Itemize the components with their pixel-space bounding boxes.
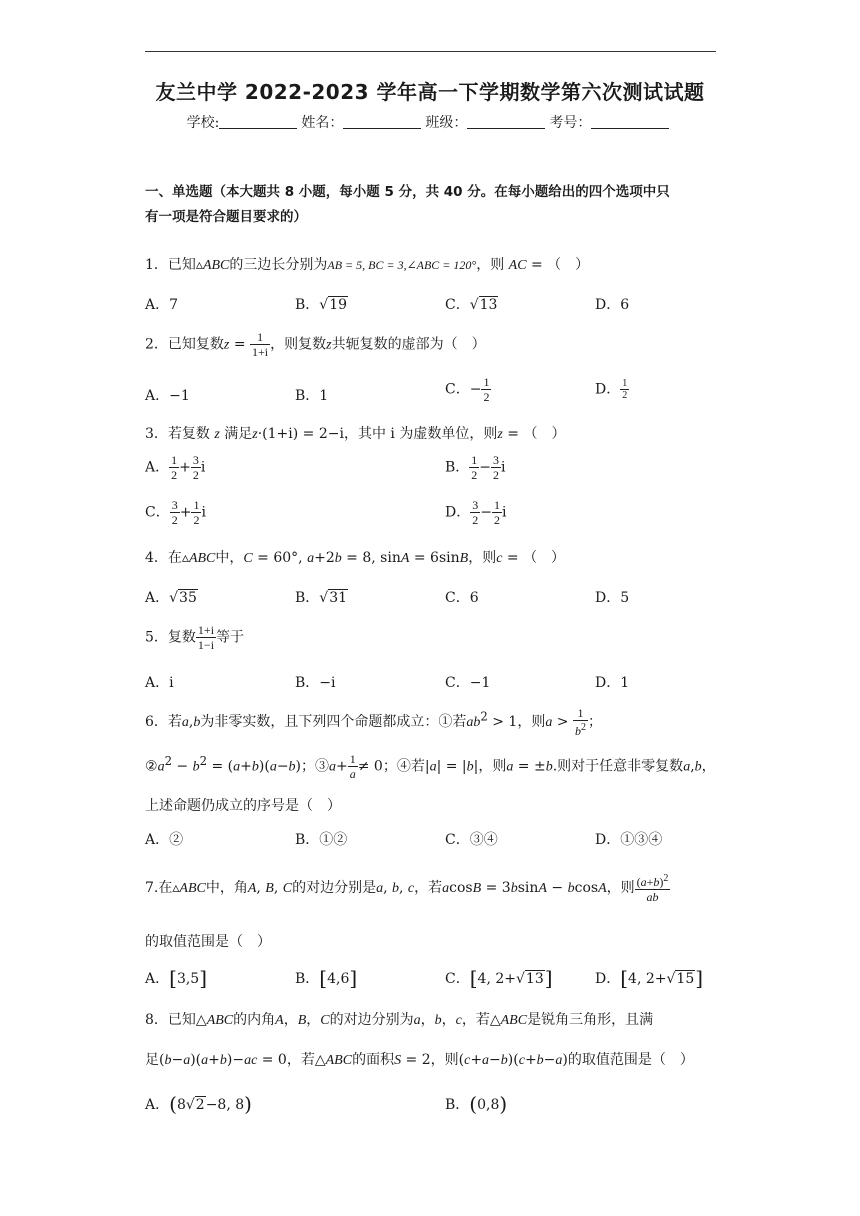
- field-examno-blank[interactable]: [591, 114, 669, 129]
- q5-option-c[interactable]: C．−1: [445, 675, 491, 691]
- q7-option-b[interactable]: B．[4,6]: [295, 966, 358, 990]
- q5-option-b[interactable]: B．−i: [295, 675, 336, 691]
- q8-option-a[interactable]: A．(8√2−8, 8): [145, 1092, 252, 1116]
- question-5-stem: 5．复数 $\frac{1+i}{1-i}$ 等于: [145, 623, 245, 652]
- q7-option-a[interactable]: A．[3,5]: [145, 966, 208, 990]
- question-6-line3: 上述命题仍成立的序号是（ ）: [145, 798, 341, 814]
- question-8-line1: 8．已知△ABC的内角A，B，C的对边分别为a，b，c，若△ABC是锐角三角形，且满: [145, 1012, 654, 1028]
- q1-option-b[interactable]: B．√19: [295, 297, 348, 313]
- field-class-blank[interactable]: [467, 114, 545, 129]
- q1-option-a[interactable]: A．7: [145, 297, 179, 313]
- q8-option-b[interactable]: B．(0,8): [445, 1092, 508, 1116]
- triangle-abc: ▵ABC: [195, 258, 230, 273]
- field-school-blank[interactable]: [219, 114, 297, 129]
- header-rule: [145, 51, 716, 52]
- question-4-stem: 4．在▵ABC中，C = 60°, a+2b = 8, sinA = 6sinB，则c = （ ）: [145, 550, 566, 566]
- q2-option-a[interactable]: A．−1: [145, 388, 190, 404]
- field-class-label: 班级：: [425, 115, 468, 131]
- question-6-line2: $②a^2 - b^2 = (a+b)(a-b)$；③a+ $\frac{1}{a}$ ≠ 0；④若|a| = |b|，则a = ±b.则对于任意非零复数a,b，: [145, 752, 716, 781]
- question-6-line1: 6．若a,b为非零实数，且下列四个命题都成立：①若$ab^2 > 1$，则a > $\frac{1}{b^2}$ ；: [145, 706, 602, 738]
- q1-option-c[interactable]: C．√13: [445, 297, 498, 313]
- student-info-line: [0, 112, 860, 132]
- q1-option-d[interactable]: D．6: [595, 297, 630, 313]
- q6-option-d[interactable]: D．①③④: [595, 832, 663, 848]
- section-heading-line2: 有一项是符合题目要求的）: [145, 209, 307, 225]
- question-1-stem: 1．已知▵ABC的三边长分别为AB = 5, BC = 3,∠ABC = 120°，则 AC = （ ）: [145, 257, 590, 273]
- field-name-label: 姓名：: [301, 115, 344, 131]
- question-8-line2: 足(b−a)(a+b)−ac = 0，若△ABC的面积S = 2，则(c+a−b)(c+b−a)的取值范围是（ ）: [145, 1052, 694, 1068]
- q6-option-b[interactable]: B．①②: [295, 832, 348, 848]
- q5-option-d[interactable]: D．1: [595, 675, 630, 691]
- q4-option-d[interactable]: D．5: [595, 590, 630, 606]
- fraction: $\frac{1}{1+i}$: [252, 330, 269, 359]
- question-2-stem: 2．已知复数z = $\frac{1}{1+i}$ ，则复数z共轭复数的虚部为（ ）: [145, 330, 486, 359]
- section-heading-line1: 一、单选题（本大题共 8 小题，每小题 5 分，共 40 分。在每小题给出的四个选项中只: [145, 184, 670, 200]
- question-7-line1: 7.在▵ABC中，角A, B, C的对边分别是a, b, c，若acosB = 3bsinA − bcosA，则 $\frac{(a+b)^2}{ab}$: [145, 873, 669, 904]
- field-school-label: 学校:: [186, 115, 220, 131]
- q3-option-c[interactable]: C． $\frac{3}{2}$ + $\frac{1}{2}$ i: [145, 498, 206, 527]
- q2-option-d[interactable]: D． $\frac{1}{2}$: [595, 378, 628, 401]
- q7-option-d[interactable]: D．[4, 2+√15]: [595, 966, 704, 990]
- q4-option-b[interactable]: B．√31: [295, 590, 348, 606]
- q2-option-b[interactable]: B．1: [295, 388, 329, 404]
- q7-option-c[interactable]: C．[4, 2+√13]: [445, 966, 553, 990]
- q4-option-a[interactable]: A．√35: [145, 590, 197, 606]
- q3-option-b[interactable]: B． $\frac{1}{2}$ − $\frac{3}{2}$ i: [445, 453, 506, 482]
- q2-option-c[interactable]: C．− $\frac{1}{2}$: [445, 375, 490, 404]
- q3-option-a[interactable]: A． $\frac{1}{2}$ + $\frac{3}{2}$ i: [145, 453, 206, 482]
- question-3-stem: 3．若复数 z 满足z·(1+i) = 2−i，其中 i 为虚数单位，则z = （ ）: [145, 426, 566, 442]
- q3-option-d[interactable]: D． $\frac{3}{2}$ − $\frac{1}{2}$ i: [445, 498, 507, 527]
- field-examno-label: 考号：: [549, 115, 592, 131]
- page-title: 友兰中学 2022-2023 学年高一下学期数学第六次测试试题: [155, 80, 705, 104]
- q1-condition: AB = 5, BC = 3,∠ABC = 120°: [327, 258, 477, 272]
- q6-option-c[interactable]: C．③④: [445, 832, 498, 848]
- q4-option-c[interactable]: C．6: [445, 590, 479, 606]
- field-name-blank[interactable]: [343, 114, 421, 129]
- q6-option-a[interactable]: A．②: [145, 832, 184, 848]
- question-7-line2: 的取值范围是（ ）: [145, 934, 271, 950]
- q5-option-a[interactable]: A．i: [145, 675, 174, 691]
